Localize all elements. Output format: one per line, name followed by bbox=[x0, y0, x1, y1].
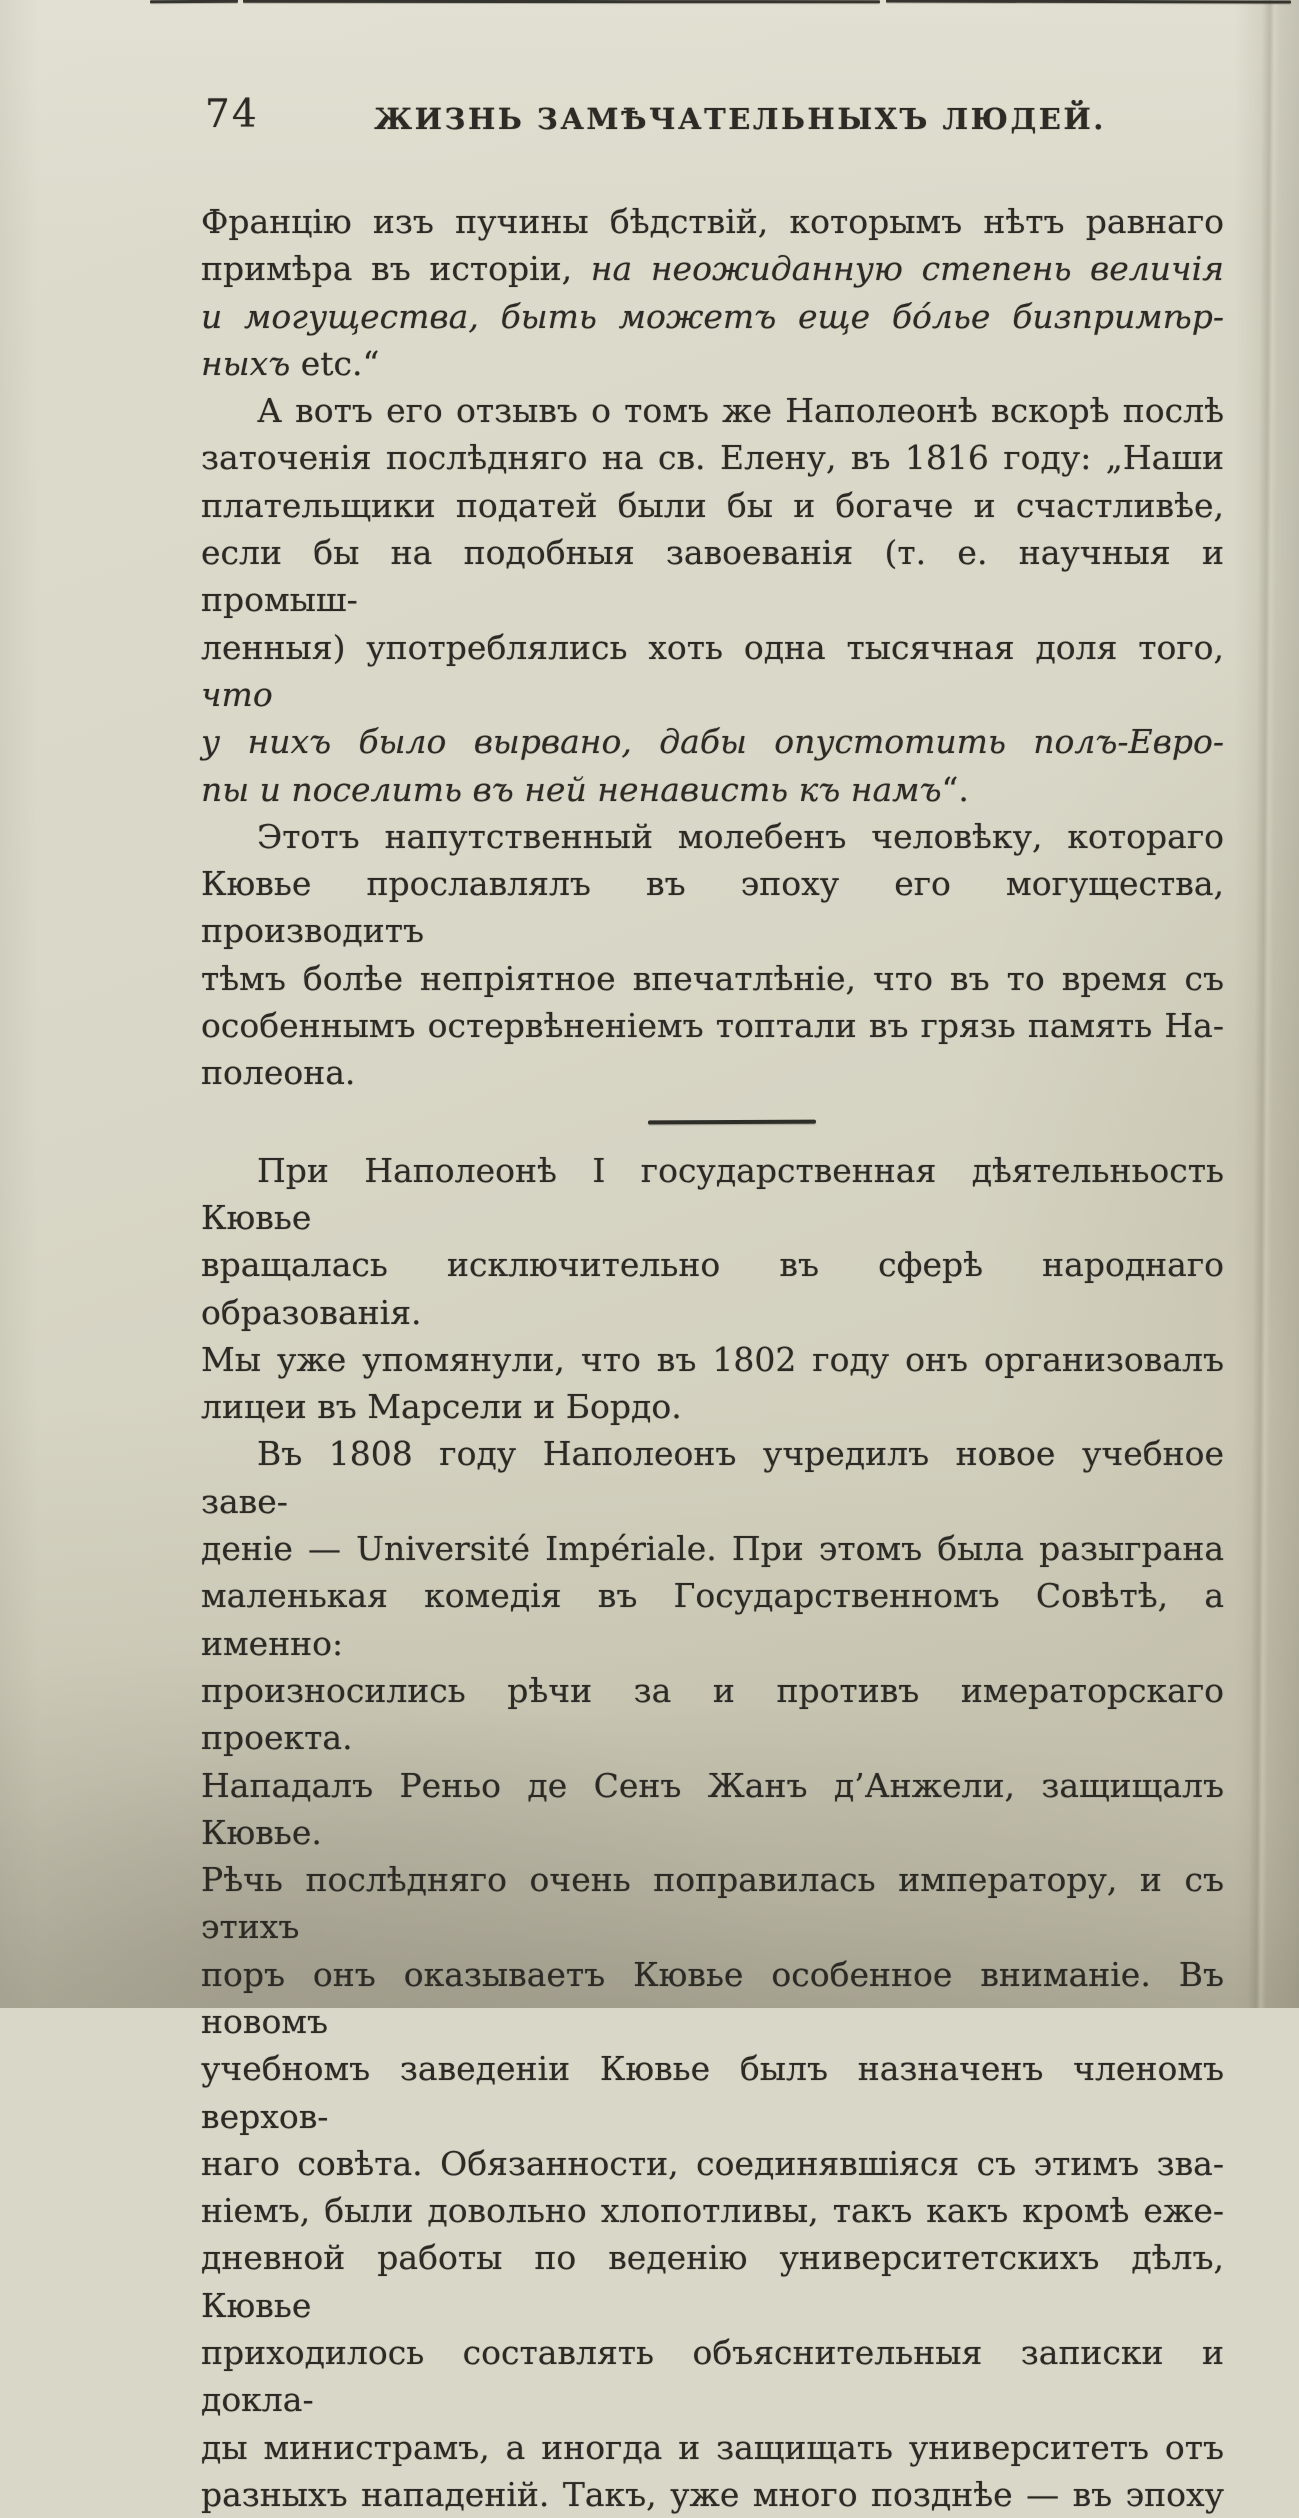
text-segment: вращалась исключительно въ сферѣ народнаго образованія. bbox=[201, 1245, 1224, 1332]
text-line bbox=[201, 1856, 1224, 1951]
text-line bbox=[201, 1002, 1224, 1049]
text-segment: Въ 1808 году Наполеонъ учредилъ новое учебное заве- bbox=[201, 1434, 1224, 1521]
text-segment: разныхъ нападеній. Такъ, уже много позднѣе — въ эпоху bbox=[201, 2474, 1224, 2514]
text-line bbox=[201, 2140, 1224, 2187]
text-line bbox=[201, 529, 1224, 624]
text-segment: деніе — Université Impériale. При этомъ была разыграна bbox=[201, 1529, 1224, 1569]
text-line bbox=[201, 2329, 1224, 2424]
text-segment: ніемъ, были довольно хлопотливы, такъ какъ кромѣ еже- bbox=[201, 2191, 1224, 2231]
text-line bbox=[201, 1383, 1224, 1430]
text-line bbox=[201, 293, 1224, 340]
text-line bbox=[201, 2187, 1224, 2234]
text-segment: маленькая комедія въ Государственномъ Совѣтѣ, а именно: bbox=[201, 1576, 1224, 1663]
text-line bbox=[201, 624, 1224, 719]
italic-text-segment: на неожиданную степень величія bbox=[590, 249, 1224, 289]
header-rule-segment bbox=[150, 0, 238, 3]
text-segment: лицеи въ Марсели и Бордо. bbox=[201, 1387, 682, 1427]
text-line bbox=[201, 1147, 1224, 1242]
text-line bbox=[201, 1525, 1224, 1572]
text-line bbox=[201, 2045, 1224, 2140]
text-segment: “. bbox=[941, 769, 969, 809]
page-number: 74 bbox=[205, 92, 259, 137]
text-line bbox=[201, 813, 1224, 860]
text-segment: Кювье прославлялъ въ эпоху его могущества, производитъ bbox=[201, 864, 1224, 951]
italic-text-segment: и могущества, быть можетъ еще бо́лье бизпримѣр- bbox=[201, 296, 1224, 336]
text-segment: Рѣчь послѣдняго очень поправилась императору, и съ этихъ bbox=[201, 1860, 1224, 1947]
text-line bbox=[201, 1336, 1224, 1383]
text-segment: Этотъ напутственный молебенъ человѣку, котораго bbox=[257, 816, 1224, 856]
italic-text-segment: пы и поселить въ ней ненависть къ намъ bbox=[201, 769, 942, 809]
text-line bbox=[201, 434, 1224, 481]
text-line bbox=[201, 1241, 1224, 1336]
text-segment: если бы на подобныя завоеванія (т. е. научныя и промыш- bbox=[201, 533, 1224, 620]
text-segment: примѣра въ исторіи, bbox=[201, 249, 591, 289]
separator-rule bbox=[647, 1119, 815, 1124]
text-segment: приходилось составлять объяснительныя записки и докла- bbox=[201, 2333, 1224, 2420]
text-segment: дневной работы по веденію университетскихъ дѣлъ, Кювье bbox=[201, 2238, 1224, 2325]
text-segment: особеннымъ остервѣненіемъ топтали въ грязь память На- bbox=[201, 1006, 1224, 1046]
paper-crease bbox=[1248, 0, 1280, 2008]
text-segment: А вотъ его отзывъ о томъ же Наполеонѣ вскорѣ послѣ bbox=[257, 391, 1224, 431]
text-segment: поръ онъ оказываетъ Кювье особенное вниманіе. Въ новомъ bbox=[201, 1954, 1224, 2041]
text-line bbox=[201, 2471, 1224, 2518]
text-segment: учебномъ заведеніи Кювье былъ назначенъ членомъ верхов- bbox=[201, 2049, 1224, 2136]
text-segment: Францію изъ пучины бѣдствій, которымъ нѣтъ равнаго bbox=[201, 202, 1224, 241]
text-segment: тѣмъ болѣе непріятное впечатлѣніе, что въ то время съ bbox=[201, 958, 1224, 998]
section-separator bbox=[201, 1097, 1224, 1147]
text-line bbox=[201, 766, 1224, 813]
text-line bbox=[201, 1951, 1224, 2046]
text-line bbox=[201, 1667, 1224, 1762]
text-segment: Мы уже упомянули, что въ 1802 году онъ организовалъ bbox=[201, 1339, 1224, 1379]
italic-text-segment: что bbox=[201, 674, 273, 714]
text-line bbox=[201, 1049, 1224, 1096]
text-line bbox=[201, 955, 1224, 1002]
text-block bbox=[201, 198, 1224, 2518]
text-line bbox=[201, 387, 1224, 434]
text-line bbox=[201, 1430, 1224, 1525]
italic-text-segment: ныхъ bbox=[201, 343, 291, 383]
text-line bbox=[201, 1572, 1224, 1667]
text-line bbox=[201, 718, 1224, 765]
text-segment: плательщики податей были бы и богаче и счастливѣе, bbox=[201, 485, 1224, 525]
text-line bbox=[201, 1762, 1224, 1857]
text-segment: При Наполеонѣ I государственная дѣятельньость Кювье bbox=[201, 1150, 1224, 1237]
text-line bbox=[201, 340, 1224, 387]
text-line bbox=[201, 2424, 1224, 2471]
text-line bbox=[201, 245, 1224, 292]
text-line bbox=[201, 482, 1224, 529]
text-line bbox=[201, 198, 1224, 245]
text-segment: ленныя) употреблялись хоть одна тысячная доля того, bbox=[201, 627, 1224, 667]
text-segment: заточенія послѣдняго на св. Елену, въ 1816 году: „Наши bbox=[201, 438, 1224, 478]
text-segment: произносились рѣчи за и противъ имераторскаго проекта. bbox=[201, 1670, 1224, 1758]
text-segment: полеона. bbox=[201, 1053, 356, 1093]
text-segment: Нападалъ Реньо де Сенъ Жанъ д’Анжели, защищалъ Кювье. bbox=[201, 1765, 1224, 1852]
text-segment: ды министрамъ, а иногда и защищать университетъ отъ bbox=[201, 2427, 1224, 2467]
running-title: ЖИЗНЬ ЗАМѢЧАТЕЛЬНЫХЪ ЛЮДЕЙ. bbox=[374, 102, 1106, 136]
text-segment: наго совѣта. Обязанности, соединявшіяся съ этимъ зва- bbox=[201, 2143, 1224, 2183]
italic-text-segment: у нихъ было вырвано, дабы опустотить полъ-Евро- bbox=[201, 722, 1224, 762]
text-segment: etc.“ bbox=[290, 343, 380, 383]
header-rule-segment bbox=[243, 0, 880, 3]
text-line bbox=[201, 860, 1224, 955]
text-line bbox=[201, 2234, 1224, 2329]
header-rule-segment bbox=[886, 0, 1291, 4]
